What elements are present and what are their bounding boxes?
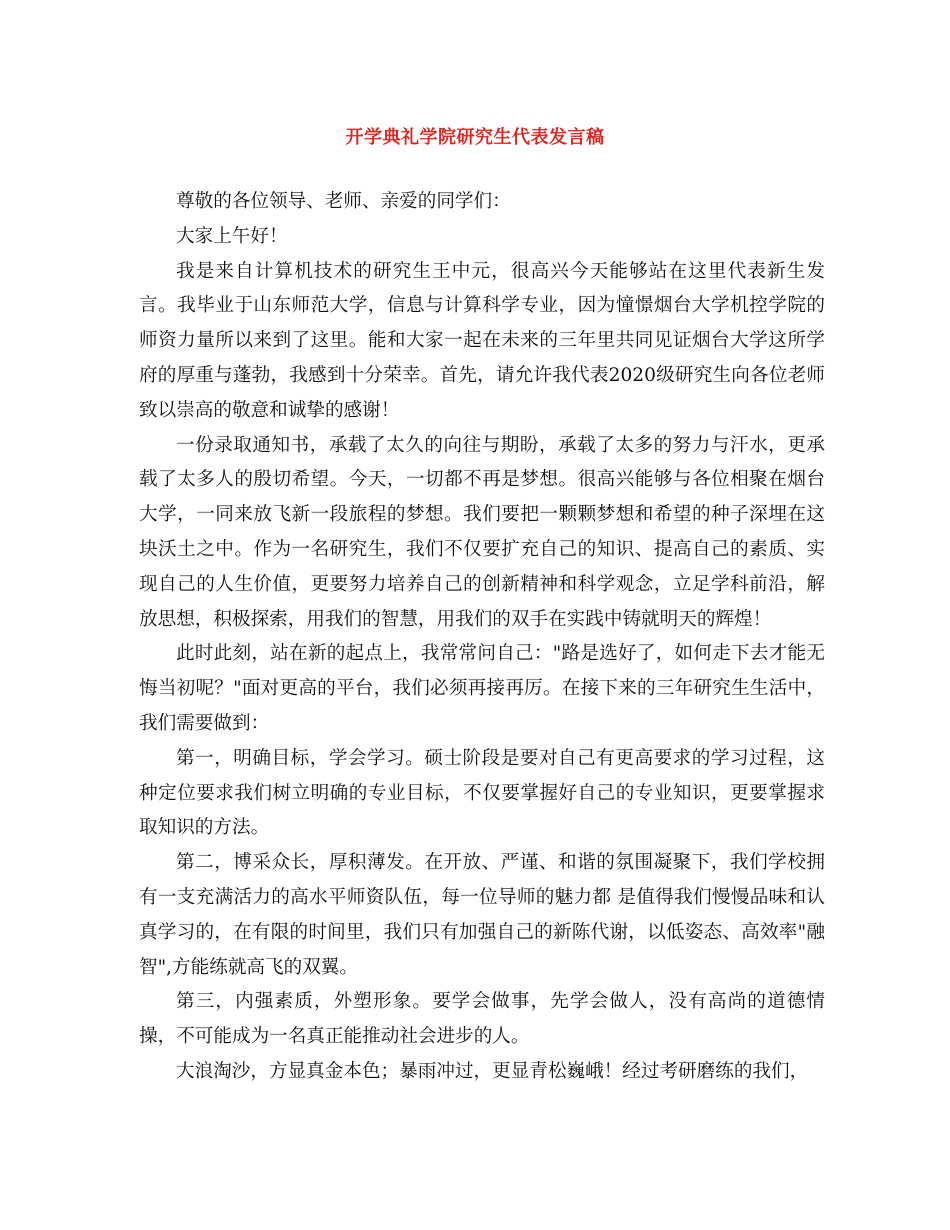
document-title: 开学典礼学院研究生代表发言稿 — [345, 127, 605, 148]
point-two-paragraph: 第二，博采众长，厚积薄发。在开放、严谨、和谐的氛围凝聚下，我们学校拥有一支充满活力的高水平师资队伍，每一位导师的魅力都 是值得我们慢慢品味和认真学习的，在有限的时间里，我们只有加强自己的新陈代谢，以低姿态、高效率"融智",方能练就高飞的双翼。 — [139, 852, 825, 978]
salutation-paragraph: 尊敬的各位领导、老师、亲爱的同学们： — [176, 191, 511, 212]
point-three-paragraph: 第三，内强素质，外塑形象。要学会做事，先学会做人，没有高尚的道德情操，不可能成为一名真正能推动社会进步的人。 — [139, 991, 825, 1048]
document-body — [139, 185, 825, 1090]
point-one-paragraph: 第一，明确目标，学会学习。硕士阶段是要对自己有更高要求的学习过程，这种定位要求我们树立明确的专业目标，不仅要掌握好自己的专业知识，更要掌握求取知识的方法。 — [139, 747, 825, 839]
reflection-paragraph: 此时此刻，站在新的起点上，我常常问自己："路是选好了，如何走下去才能无悔当初呢？"面对更高的平台，我们必须再接再厉。在接下来的三年研究生生活中，我们需要做到： — [139, 643, 825, 734]
introduction-paragraph: 我是来自计算机技术的研究生王中元，很高兴今天能够站在这里代表新生发言。我毕业于山东师范大学，信息与计算科学专业，因为憧憬烟台大学机控学院的师资力量所以来到了这里。能和大家一起在未来的三年里共同见证烟台大学这所学府的厚重与蓬勃，我感到十分荣幸。首先，请允许我代表2020级研究生向各位老师致以崇高的敬意和诚挚的感谢！ — [139, 260, 825, 421]
admission-paragraph: 一份录取通知书，承载了太久的向往与期盼，承载了太多的努力与汗水，更承载了太多人的殷切希望。今天，一切都不再是梦想。很高兴能够与各位相聚在烟台大学，一同来放飞新一段旅程的梦想。我们要把一颗颗梦想和希望的种子深埋在这块沃土之中。作为一名研究生，我们不仅要扩充自己的知识、提高自己的素质、实现自己的人生价值，更要努力培养自己的创新精神和科学观念，立足学科前沿，解放思想，积极探索，用我们的智慧，用我们的双手在实践中铸就明天的辉煌！ — [139, 434, 825, 630]
greeting-paragraph: 大家上午好！ — [176, 225, 288, 247]
closing-paragraph: 大浪淘沙，方显真金本色；暴雨冲过，更显青松巍峨！经过考研磨练的我们， — [176, 1060, 809, 1082]
